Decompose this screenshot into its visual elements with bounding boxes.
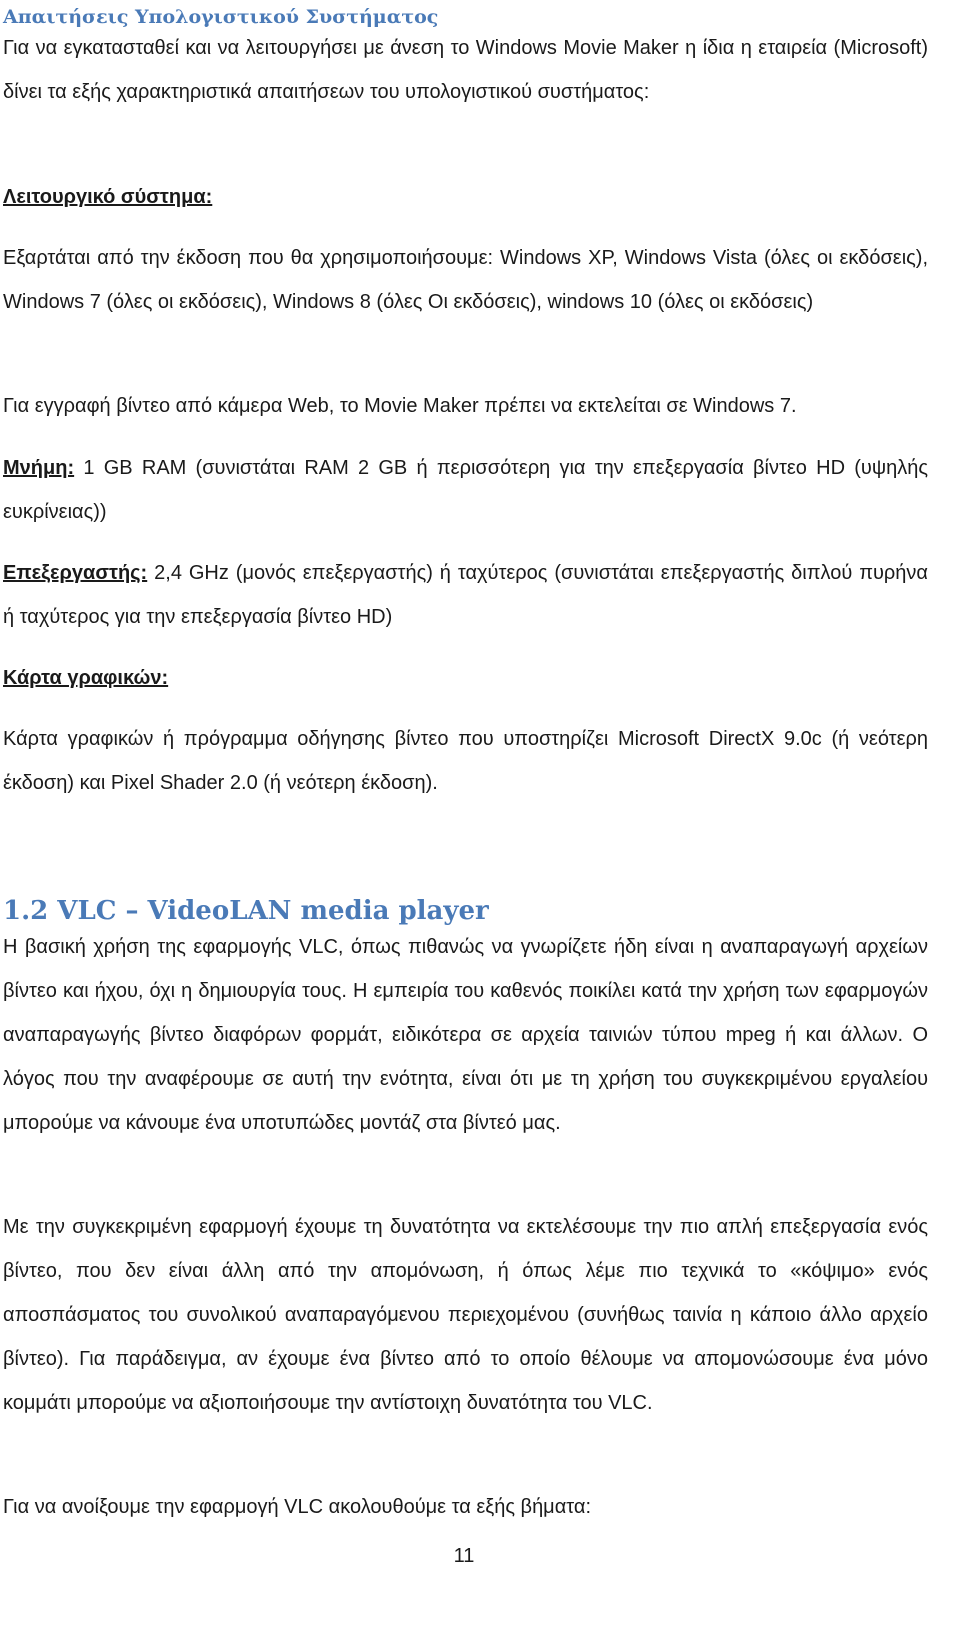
gpu-requirements-text: Κάρτα γραφικών ή πρόγραμμα οδήγησης βίντεο που υποστηρίζει Microsoft DirectX 9.0c (ή νεότερη έκδοση) και Pixel Shader 2.0 (ή νεότερη έκδοση).: [3, 728, 928, 794]
os-section-label: [3, 175, 928, 219]
vlc-section-heading: 1.2 VLC – VideoLAN media player: [3, 896, 489, 926]
os-requirements-text: Εξαρτάται από την έκδοση που θα χρησιμοποιήσουμε: Windows XP, Windows Vista (όλες οι εκδόσεις), Windows 7 (όλες οι εκδόσεις), Windows 8 (όλες Οι εκδόσεις), windows 10 (όλες οι εκδόσεις): [3, 247, 928, 313]
gpu-label: Κάρτα γραφικών:: [3, 667, 169, 689]
memory-text: 1 GB RAM (συνιστάται RAM 2 GB ή περισσότερη για την επεξεργασία βίντεο HD (υψηλής ευκρίνειας)): [3, 457, 928, 523]
memory-requirement: [3, 446, 928, 534]
requirements-subtitle: Απαιτήσεις Υπολογιστικού Συστήματος: [3, 6, 439, 28]
cpu-requirement: [3, 551, 928, 639]
cpu-text: 2,4 GHz (μονός επεξεργαστής) ή ταχύτερος (συνιστάται επεξεργαστής διπλού πυρήνα ή ταχύτερος για την επεξεργασία βίντεο HD): [3, 562, 928, 628]
page-number: 11: [453, 1545, 475, 1567]
os-label: Λειτουργικό σύστημα:: [3, 186, 213, 208]
vlc-paragraph-2: Με την συγκεκριμένη εφαρμογή έχουμε τη δυνατότητα να εκτελέσουμε την πιο απλή επεξεργασία ενός βίντεο, που δεν είναι άλλη από την απομόνωση, ή όπως λέμε πιο τεχνικά το «κόψιμο» ενός αποσπάσματος του συνολικού αναπαραγόμενου περιεχομένου (συνήθως ταινία η κάποιο άλλο αρχείο βίντεο). Για παράδειγμα, αν έχουμε ένα βίντεο από το οποίο θέλουμε να απομονώσουμε ένα μόνο κομμάτι μπορούμε να αξιοποιήσουμε την αντίστοιχη δυνατότητα του VLC.: [3, 1216, 928, 1414]
gpu-section-label: [3, 656, 928, 700]
requirements-intro: Για να εγκατασταθεί και να λειτουργήσει με άνεση το Windows Movie Maker η ίδια η εταιρεία (Microsoft) δίνει τα εξής χαρακτηριστικά απαιτήσεων του υπολογιστικού συστήματος:: [3, 37, 928, 103]
vlc-paragraph-1: Η βασική χρήση της εφαρμογής VLC, όπως πιθανώς να γνωρίζετε ήδη είναι η αναπαραγωγή αρχείων βίντεο και ήχου, όχι η δημιουργία τους. Η εμπειρία του καθενός ποικίλει κατά την χρήση των εφαρμογών αναπαραγωγής βίντεο διαφόρων φορμάτ, ειδικότερα σε αρχεία ταινιών τύπου mpeg ή και άλλων. Ο λόγος που την αναφέρουμε σε αυτή την ενότητα, είναι ότι με τη χρήση του συγκεκριμένου εργαλείου μπορούμε να κάνουμε ένα υποτυπώδες μοντάζ στα βίντεό μας.: [3, 936, 928, 1134]
webcam-note: Για εγγραφή βίντεο από κάμερα Web, το Movie Maker πρέπει να εκτελείται σε Windows 7.: [3, 395, 797, 417]
memory-label: Μνήμη:: [3, 457, 75, 479]
vlc-paragraph-3: Για να ανοίξουμε την εφαρμογή VLC ακολουθούμε τα εξής βήματα:: [3, 1496, 592, 1518]
cpu-label: Επεξεργαστής:: [3, 562, 148, 584]
